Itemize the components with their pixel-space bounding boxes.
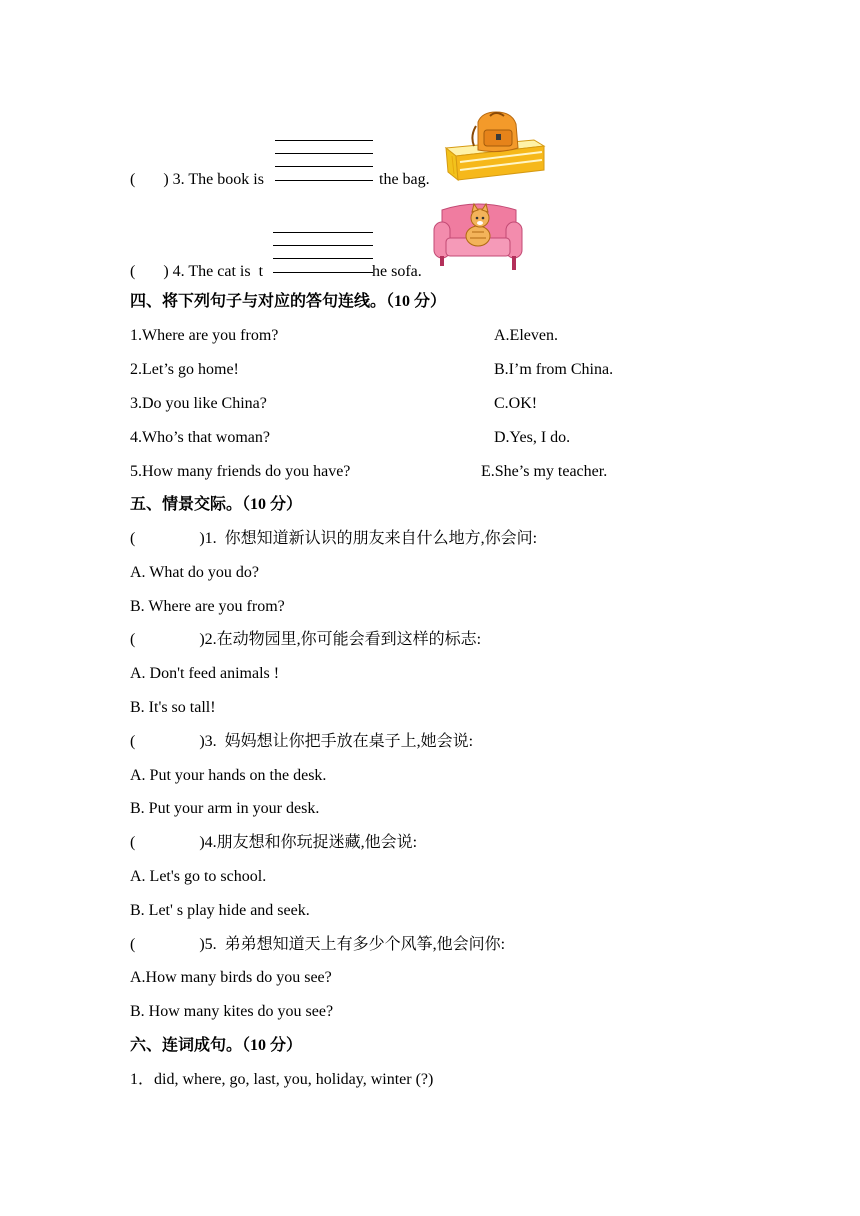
match-question: 5.How many friends do you have?	[130, 463, 351, 480]
answer-line	[273, 232, 373, 233]
match-question: 3.Do you like China?	[130, 395, 267, 412]
match-question: 4.Who’s that woman?	[130, 429, 270, 446]
match-answer: D.Yes, I do.	[494, 429, 571, 446]
answer-line	[273, 272, 373, 273]
bag-on-books-icon	[440, 110, 548, 182]
section-5-heading: 五、情景交际。（10 分）	[130, 496, 303, 513]
question-3-suffix: the bag.	[375, 171, 430, 188]
answer-line	[275, 180, 373, 181]
option-a: A. Don't feed animals !	[130, 665, 280, 682]
match-answer: C.OK!	[494, 395, 538, 412]
answer-line	[273, 258, 373, 259]
option-b: B. Let' s play hide and seek.	[130, 902, 310, 919]
match-answer: B.I’m from China.	[494, 361, 614, 378]
match-answer: E.She’s my teacher.	[481, 463, 608, 480]
situation-question: ( )5. 弟弟想知道天上有多少个风筝,他会问你:	[130, 936, 506, 953]
word-order-question: 1．did, where, go, last, you, holiday, winter (?)	[130, 1071, 434, 1088]
match-question: 1.Where are you from?	[130, 327, 279, 344]
option-b: B. Where are you from?	[130, 598, 285, 615]
situation-question: ( )4.朋友想和你玩捉迷藏,他会说:	[130, 834, 418, 851]
section-6-heading: 六、连词成句。（10 分）	[130, 1037, 303, 1054]
section-4-heading: 四、将下列句子与对应的答句连线。（10 分）	[130, 293, 447, 310]
option-b: B. How many kites do you see?	[130, 1003, 334, 1020]
question-4-prefix: ( ) 4. The cat is t	[130, 263, 264, 280]
answer-line	[275, 166, 373, 167]
question-4-suffix: he sofa.	[372, 263, 422, 280]
answer-line	[275, 153, 373, 154]
match-question: 2.Let’s go home!	[130, 361, 239, 378]
situation-question: ( )1. 你想知道新认识的朋友来自什么地方,你会问:	[130, 530, 538, 547]
answer-line	[275, 140, 373, 141]
situation-question: ( )2.在动物园里,你可能会看到这样的标志:	[130, 631, 482, 648]
situation-question: ( )3. 妈妈想让你把手放在桌子上,她会说:	[130, 733, 474, 750]
option-a: A. Put your hands on the desk.	[130, 767, 327, 784]
option-b: B. Put your arm in your desk.	[130, 800, 320, 817]
option-b: B. It's so tall!	[130, 699, 216, 716]
option-a: A. Let's go to school.	[130, 868, 267, 885]
option-a: A.How many birds do you see?	[130, 969, 332, 986]
question-3-prefix: ( ) 3. The book is	[130, 171, 264, 188]
answer-line	[273, 245, 373, 246]
match-answer: A.Eleven.	[494, 327, 558, 344]
option-a: A. What do you do?	[130, 564, 260, 581]
cat-on-sofa-icon	[432, 198, 524, 274]
